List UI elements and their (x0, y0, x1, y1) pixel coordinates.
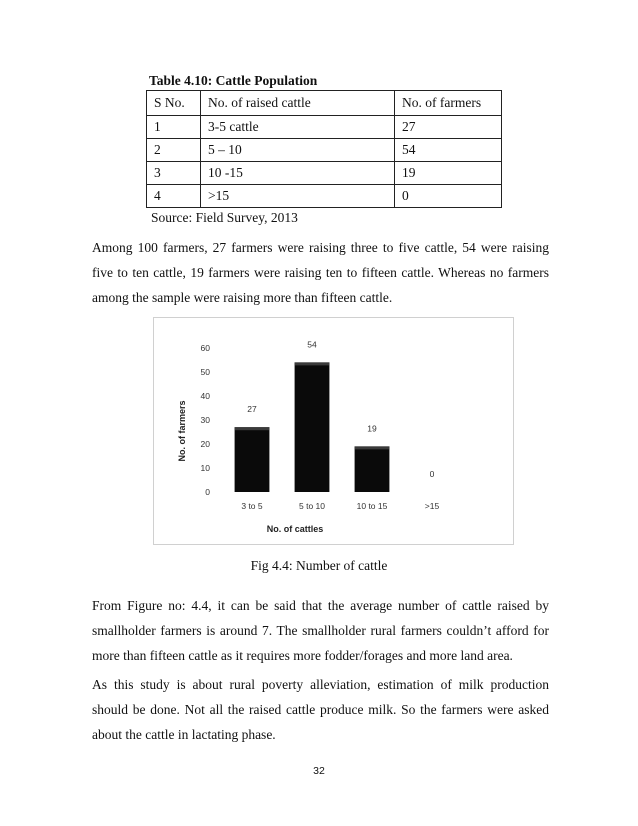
bar (295, 362, 330, 492)
y-tick-label: 0 (205, 487, 210, 497)
table-cell: >15 (201, 185, 395, 208)
y-axis-title: No. of farmers (177, 400, 187, 462)
table-row (147, 162, 502, 185)
y-axis (201, 343, 211, 497)
table-header-cell: No. of raised cattle (201, 91, 395, 116)
bar-top-highlight (355, 446, 390, 449)
y-tick-label: 50 (200, 367, 210, 377)
x-axis (241, 501, 439, 511)
table-cell: 54 (395, 139, 502, 162)
data-label: 27 (247, 404, 257, 415)
paragraph-2: From Figure no: 4.4, it can be said that the average number of cattle raised by smallholder farmers is around 7. The smallholder rural farmers couldn’t afford for more than fifteen cattle as it requires more fodder/forages and more land area. (92, 598, 549, 663)
table-cell: 0 (395, 185, 502, 208)
cattle-population-table (146, 90, 502, 208)
y-tick-label: 10 (200, 463, 210, 473)
x-tick-label: 5 to 10 (299, 501, 325, 511)
bar (235, 427, 270, 492)
y-tick-label: 20 (200, 439, 210, 449)
bars (235, 339, 435, 492)
table-cell: 19 (395, 162, 502, 185)
table-cell: 3-5 cattle (201, 116, 395, 139)
y-tick-label: 30 (200, 415, 210, 425)
table-header-cell: S No. (147, 91, 201, 116)
y-tick-label: 40 (200, 391, 210, 401)
page-number: 32 (313, 765, 325, 777)
table-cell: 5 – 10 (201, 139, 395, 162)
paragraph-1: Among 100 farmers, 27 farmers were raising three to five cattle, 54 were raising five to ten cattle, 19 farmers were raising ten to fifteen cattle. Whereas no farmers among the sample were raising more than fifteen cattle. (92, 240, 549, 305)
table-row (147, 116, 502, 139)
bar-top-highlight (235, 427, 270, 430)
table-cell: 4 (147, 185, 201, 208)
data-label: 19 (367, 423, 377, 434)
bar (355, 446, 390, 492)
data-label: 0 (429, 469, 435, 479)
bar-top-highlight (295, 362, 330, 365)
table-row (147, 185, 502, 208)
table-header-row (147, 91, 502, 116)
y-tick-label: 60 (200, 343, 210, 353)
bar-chart (154, 318, 513, 544)
x-tick-label: 3 to 5 (241, 501, 263, 511)
paragraph-3: As this study is about rural poverty alleviation, estimation of milk production should be done. Not all the raised cattle produce milk. So the farmers were asked about the cattle in lactating phase. (92, 677, 549, 742)
table-row (147, 139, 502, 162)
table-source: Source: Field Survey, 2013 (151, 210, 298, 225)
table-cell: 2 (147, 139, 201, 162)
table-header-cell: No. of farmers (395, 91, 502, 116)
x-axis-title: No. of cattles (266, 524, 324, 534)
x-tick-label: 10 to 15 (356, 501, 388, 511)
table-title: Table 4.10: Cattle Population (149, 73, 318, 88)
table-cell: 10 -15 (201, 162, 395, 185)
table-cell: 3 (147, 162, 201, 185)
table-cell: 27 (395, 116, 502, 139)
figure-caption: Fig 4.4: Number of cattle (250, 558, 388, 573)
bar-chart-frame (153, 317, 514, 545)
table-cell: 1 (147, 116, 201, 139)
data-label: 54 (307, 339, 317, 350)
x-tick-label: >15 (424, 501, 440, 511)
